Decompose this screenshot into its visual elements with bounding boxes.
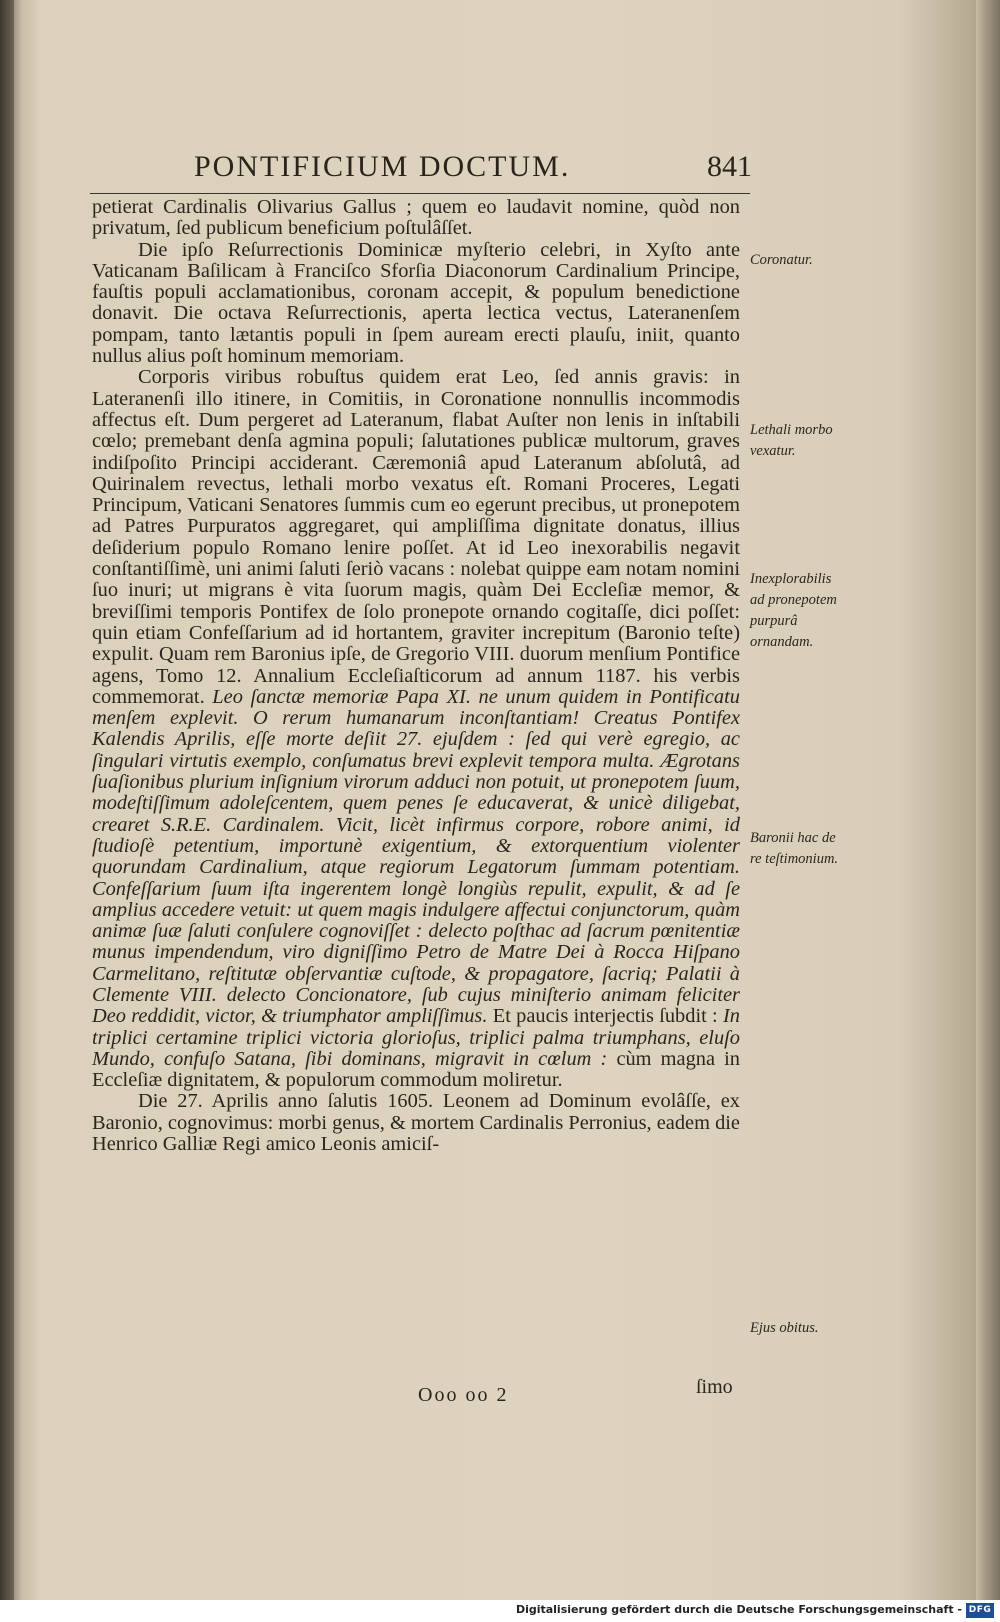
paragraph-3-end: cùm magna in Eccleſiæ dignitatem, & populorum commodum moliretur.	[92, 1047, 740, 1092]
signature-mark: Ooo oo 2	[418, 1384, 509, 1406]
margin-note-inexplorabilis: Inexplorabilis ad pronepotem purpurâ ornandam.	[750, 571, 837, 650]
page-header	[92, 150, 752, 190]
funding-notice: Digitalisierung gefördert durch die Deutsche Forschungsgemeinschaft -	[515, 1603, 962, 1616]
catchword: ſimo	[696, 1376, 733, 1398]
digitization-footer	[0, 1600, 1000, 1622]
baronius-quote-1: Leo ſanctæ memoriæ Papa XI. ne unum quidem in Pontificatu menſem explevit. O rerum humanarum inconſtantiam! Creatus Pontifex Kalendis Aprilis, eſſe morte deſiit 27. ejuſdem : ſed qui verè egregio, ac ſingulari virtutis exemplo, conſumatus brevi explevit tempora multa. Ægrotans ſuaſionibus plurium inſignium virorum adduci non potuit, ut pronepotem ſuum, modeſtiſſimum adoleſcentem, quem penes ſe educaverat, & unicè diligebat, crearet S.R.E. Cardinalem. Vicit, licèt infirmus corpore, robore animi, id ſtudioſè petentium, importunè exigentium, & extorquentium violenter quorundam Cardinalium, atque regiorum Legatorum ſummam potentiam. Confeſſarium ſuum iſta ingerentem longè longiùs repulit, expulit, & ad ſe amplius accedere vetuit: ut quem magis indulgere affectui conjunctorum, quàm animæ ſuæ ſaluti conſulere cognoviſſet : delecto poſthac ad ſacrum pœnitentiæ munus impendendum, viro digniſſimo Petro de Matre Dei à Rocca Hiſpano Carmelitano, reſtitutæ obſervantiæ cuſtode, & propagatore, ſacriq; Palatii à Clemente VIII. delecto Concionatore, ſub cujus miniſterio animam feliciter Deo reddidit, victor, & triumphator ampliſſimus.	[92, 685, 740, 1028]
page-number: 841	[707, 150, 752, 183]
binding-edge	[0, 0, 14, 1600]
dfg-logo: DFG	[966, 1603, 994, 1618]
paragraph-1: petierat Cardinalis Olivarius Gallus ; quem eo laudavit nomine, quòd non privatum, ſed publicum beneficium poſtulâſſet.	[92, 196, 740, 240]
fore-edge	[976, 0, 1000, 1600]
paragraph-3-transition: Et paucis interjectis ſubdit :	[492, 1005, 718, 1028]
margin-note-baronii: Baronii hac de re teſtimonium.	[750, 830, 839, 867]
paragraph-3	[92, 367, 740, 1091]
margin-note-lethali: Lethali morbo vexatur.	[750, 422, 833, 459]
baronius-quote-2: In triplici certamine triplici victoria glorioſus, triplici palma triumphans, eluſo Mundo, confuſo Satana, ſibi dominans, migravit in cœlum :	[92, 1005, 740, 1070]
header-rule	[90, 193, 750, 194]
paragraph-2: Die ipſo Reſurrectionis Dominicæ myſterio celebri, in Xyſto ante Vaticanam Baſilicam à Franciſco Sforſia Diaconorum Cardinalium Principe, fauſtis populi acclamationibus, coronam accepit, & populum benedictione donavit. Die octava Reſurrectionis, aperta lectica vectus, Lateranenſem pompam, tanto lætantis populi in ſpem auream erecti plauſu, iniit, quanto nullus alius poſt hominum memoriam.	[92, 238, 740, 368]
paragraph-4: Die 27. Aprilis anno ſalutis 1605. Leonem ad Dominum evolâſſe, ex Baronio, cognovimus: morbi genus, & mortem Cardinalis Perronius, eadem die Henrico Galliæ Regi amico Leonis amiciſ-	[92, 1090, 740, 1156]
main-text	[92, 197, 740, 1155]
running-title: PONTIFICIUM DOCTUM.	[194, 150, 571, 183]
margin-note-obitus: Ejus obitus.	[750, 1320, 819, 1336]
paragraph-3-text: Corporis viribus robuſtus quidem erat Leo, ſed annis gravis: in Lateranenſi illo itinere, in Comitiis, in Coronatione nonnullis incommodis affectus eſt. Dum pergeret ad Lateranum, flabat Auſter non lenis in inſtabili cœlo; premebant denſa agmina populi; ſalutationes publicæ multorum, graves indiſpoſito Principi acciderant. Cæremoniâ apud Lateranum abſolutâ, ad Quirinalem revectus, lethali morbo vexatus eſt. Romani Proceres, Legati Principum, Vaticani Senatores ſummis cum eo egerunt precibus, ut pronepotem ad Patres Purpuratos aggregaret, qui ampliſſima dignitate donatus, illius deſiderium populo Romano lenire poſſet. At id Leo inexorabilis negavit conſtantiſſimè, uni animi ſaluti ſeriò vacans : nolebat quippe eam notam nomini ſuo inuri; ut migrans è vita ſuorum magis, quàm Dei Eccleſiæ memor, & breviſſimi temporis Pontifex de ſolo pronepote ornando cogitaſſe, dici poſſet: quin etiam Confeſſarium ad id hortantem, graviter increpitum (Baronio teſte) expulit. Quam rem Baronius ipſe, de Gregorio VIII. duorum menſium Pontifice agens, Tomo 12. Annalium Eccleſiaſticorum ad annum 1187. his verbis commemorat.	[92, 366, 740, 708]
margin-note-coronatur: Coronatur.	[750, 252, 813, 268]
